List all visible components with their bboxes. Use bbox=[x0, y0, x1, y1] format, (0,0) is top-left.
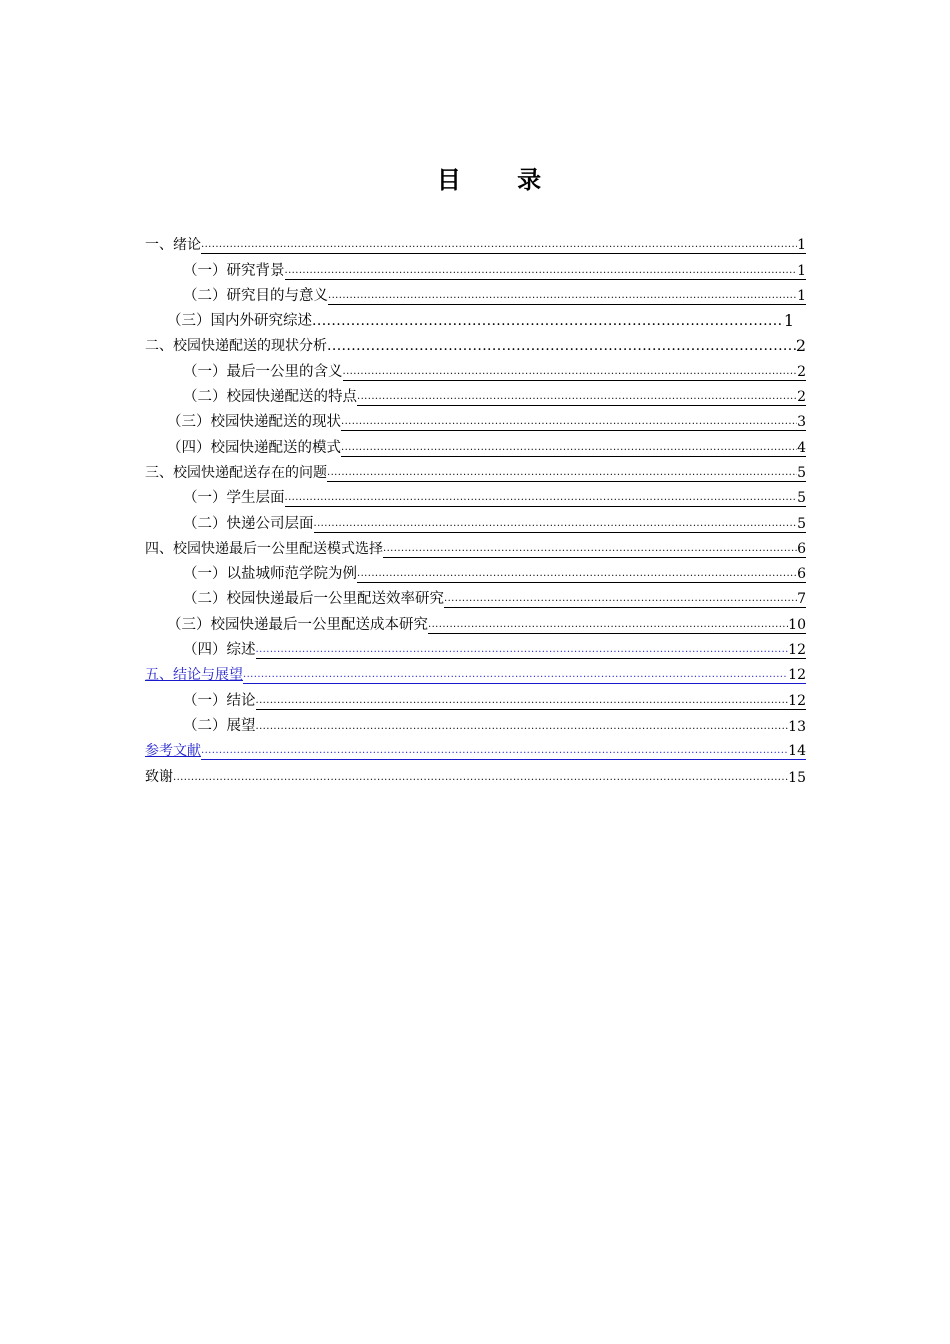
toc-entry-label: （二）快递公司层面 bbox=[183, 515, 314, 532]
toc-page-number: 7 bbox=[797, 591, 806, 608]
toc-entry-label: 四、校园快递最后一公里配送模式选择 bbox=[145, 540, 383, 557]
toc-leader-dots bbox=[428, 616, 788, 634]
toc-leader-dots bbox=[314, 515, 798, 533]
toc-entry-label: （一）以盐城师范学院为例 bbox=[183, 566, 357, 583]
toc-page-number: 1 bbox=[797, 237, 806, 254]
toc-leader-dots bbox=[201, 236, 797, 254]
toc-page-number: 12 bbox=[788, 692, 806, 709]
toc-entry-2-4[interactable] bbox=[145, 431, 806, 456]
toc-entry-label: （一）研究背景 bbox=[183, 262, 285, 279]
toc-entry-label: （一）最后一公里的含义 bbox=[183, 363, 343, 380]
toc-page-number: 13 bbox=[788, 718, 806, 735]
toc-entry-3-2[interactable] bbox=[145, 507, 806, 532]
toc-leader-dots bbox=[201, 742, 788, 760]
toc-leader-dots bbox=[173, 769, 788, 786]
toc-entry-label: （一）结论 bbox=[183, 692, 256, 709]
toc-leader-dots bbox=[444, 590, 797, 608]
toc-page-number: 10 bbox=[788, 616, 806, 633]
toc-page-number: 2 bbox=[797, 389, 806, 406]
toc-page-number: 1 bbox=[783, 311, 794, 331]
toc-page-number: 15 bbox=[788, 769, 806, 786]
toc-page-number: 5 bbox=[797, 515, 806, 532]
toc-entry-3-1[interactable] bbox=[145, 482, 806, 507]
toc-entry-5-1[interactable] bbox=[145, 684, 806, 709]
toc-entry-label: 参考文献 bbox=[145, 743, 201, 760]
table-of-contents bbox=[145, 229, 806, 786]
toc-entry-5-2[interactable] bbox=[145, 710, 806, 735]
toc-leader-dots bbox=[312, 313, 784, 330]
toc-page-number: 12 bbox=[788, 667, 806, 684]
toc-title: 目 录 bbox=[436, 166, 566, 194]
toc-page-number: 6 bbox=[797, 540, 806, 557]
toc-entry-2-1[interactable] bbox=[145, 355, 806, 380]
toc-entry-label: （三）校园快递最后一公里配送成本研究 bbox=[167, 616, 428, 633]
toc-entry-label: （三）校园快递配送的现状 bbox=[167, 414, 341, 431]
toc-entry-label: 致谢 bbox=[145, 768, 173, 785]
toc-entry-label: （三）国内外研究综述 bbox=[167, 313, 312, 330]
toc-entry-label: 五、结论与展望 bbox=[145, 667, 243, 684]
toc-entry-1-2[interactable] bbox=[145, 280, 806, 305]
toc-entry-chapter-1[interactable] bbox=[145, 229, 806, 254]
toc-leader-dots bbox=[327, 338, 796, 355]
toc-leader-dots bbox=[256, 718, 789, 735]
toc-leader-dots bbox=[357, 388, 797, 406]
toc-entry-1-1[interactable] bbox=[145, 254, 806, 279]
toc-entry-4-3[interactable] bbox=[145, 608, 806, 633]
toc-leader-dots bbox=[243, 666, 788, 684]
toc-entry-acknowledgements[interactable] bbox=[145, 760, 806, 785]
toc-entry-2-2[interactable] bbox=[145, 381, 806, 406]
toc-leader-dots bbox=[256, 692, 789, 710]
toc-entry-label: （二）展望 bbox=[183, 717, 256, 734]
toc-page-number: 3 bbox=[797, 414, 806, 431]
toc-entry-label: （二）校园快递最后一公里配送效率研究 bbox=[183, 591, 444, 608]
toc-entry-label: （四）综述 bbox=[183, 642, 256, 659]
toc-entry-label: （四）校园快递配送的模式 bbox=[167, 439, 341, 456]
toc-page-number: 2 bbox=[795, 336, 806, 356]
toc-leader-dots bbox=[341, 439, 797, 457]
toc-entry-references-link[interactable] bbox=[145, 735, 806, 760]
toc-entry-chapter-4[interactable] bbox=[145, 533, 806, 558]
toc-entry-4-4[interactable] bbox=[145, 634, 806, 659]
toc-page-number: 1 bbox=[797, 287, 806, 304]
toc-entry-label: 三、校园快递配送存在的问题 bbox=[145, 464, 327, 481]
toc-leader-dots bbox=[285, 489, 798, 507]
toc-leader-dots bbox=[341, 413, 797, 431]
toc-entry-2-3[interactable] bbox=[145, 406, 806, 431]
toc-leader-dots bbox=[383, 540, 797, 558]
toc-entry-chapter-3[interactable] bbox=[145, 457, 806, 482]
toc-leader-dots bbox=[285, 262, 798, 280]
toc-entry-chapter-2[interactable] bbox=[145, 330, 806, 355]
toc-entry-label: （二）研究目的与意义 bbox=[183, 287, 328, 304]
toc-entry-label: 二、校园快递配送的现状分析 bbox=[145, 338, 327, 355]
toc-entry-chapter-5-link[interactable] bbox=[145, 659, 806, 684]
toc-page-number: 14 bbox=[788, 743, 806, 760]
toc-page-number: 5 bbox=[797, 464, 806, 481]
toc-page-number: 5 bbox=[797, 490, 806, 507]
toc-leader-dots bbox=[357, 565, 797, 583]
toc-entry-4-1[interactable] bbox=[145, 558, 806, 583]
toc-entry-label: 一、绪论 bbox=[145, 237, 201, 254]
toc-entry-4-2[interactable] bbox=[145, 583, 806, 608]
toc-leader-dots bbox=[328, 287, 797, 305]
toc-entry-label: （二）校园快递配送的特点 bbox=[183, 389, 357, 406]
toc-page-number: 2 bbox=[797, 363, 806, 380]
toc-leader-dots bbox=[256, 641, 789, 659]
toc-entry-1-3[interactable] bbox=[145, 305, 806, 330]
toc-leader-dots bbox=[343, 363, 798, 381]
toc-page-number: 6 bbox=[797, 566, 806, 583]
toc-page-number: 12 bbox=[788, 642, 806, 659]
toc-entry-label: （一）学生层面 bbox=[183, 490, 285, 507]
toc-page-number: 1 bbox=[797, 262, 806, 279]
toc-leader-dots bbox=[327, 464, 797, 482]
toc-page-number: 4 bbox=[797, 439, 806, 456]
